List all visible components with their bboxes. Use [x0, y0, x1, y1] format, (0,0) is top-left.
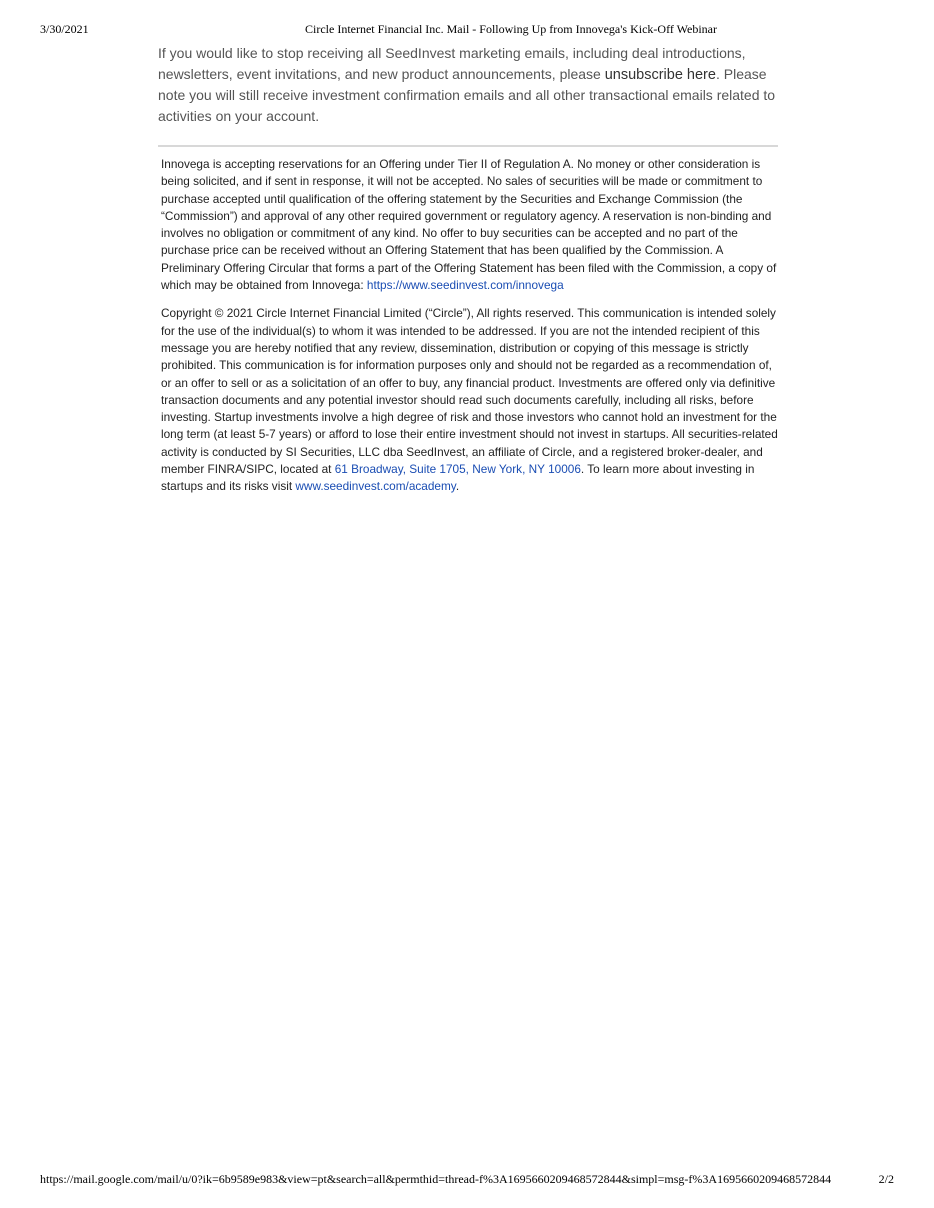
page-number: 2/2	[878, 1172, 894, 1186]
copyright-paragraph	[161, 305, 781, 495]
print-date: 3/30/2021	[40, 22, 89, 36]
academy-link[interactable]: www.seedinvest.com/academy	[295, 479, 456, 494]
closing-period: .	[455, 479, 460, 494]
divider	[158, 145, 778, 147]
innovega-offering-link[interactable]: https://www.seedinvest.com/innovega	[366, 278, 564, 293]
legal-disclaimer	[161, 156, 781, 507]
print-header	[40, 22, 894, 38]
copyright-text: Copyright © 2021 Circle Internet Financial Limited (“Circle”), All rights reserved. This communication is intended solely for the use of the individual(s) to whom it was intended to be addressed. If you are not the intended recipient of this message you are hereby notified that any review, dissemination, distribution or copying of this message is strictly prohibited. This communication is for information purposes only and should not be regarded as a recommendation of, or an offer to sell or as a solicitation of an offer to buy, any financial product. Investments are offered only via definitive transaction documents and any potential investor should read such documents carefully, including all risks, before investing. Startup investments involve a high degree of risk and those investors who cannot hold an investment for the long term (at least 5-7 years) or afford to lose their entire investment should not invest in startups. All securities-related activity is conducted by SI Securities, LLC dba SeedInvest, an affiliate of Circle, and a registered broker-dealer, and member FINRA/SIPC, located at	[161, 306, 778, 477]
unsubscribe-text-after: . Please note you will still receive investment confirmation emails and all other transactional emails related to activities on your account.	[158, 65, 776, 124]
address-link[interactable]: 61 Broadway, Suite 1705, New York, NY 10006	[334, 462, 581, 477]
unsubscribe-link[interactable]: unsubscribe here	[604, 66, 716, 83]
email-subject-title: Circle Internet Financial Inc. Mail - Following Up from Innovega's Kick-Off Webinar	[305, 22, 717, 36]
learn-more-text: . To learn more about investing in startups and its risks visit	[161, 462, 755, 494]
print-url: https://mail.google.com/mail/u/0?ik=6b9589e983&view=pt&search=all&permthid=thread-f%3A1695660209468572844&simpl=msg-f%3A1695660209468572844	[40, 1172, 832, 1186]
unsubscribe-text-before: If you would like to stop receiving all SeedInvest marketing emails, including deal introductions, newsletters, event invitations, and new product announcements, please	[158, 45, 746, 82]
reg-a-paragraph	[161, 156, 781, 294]
unsubscribe-notice	[158, 43, 778, 126]
reg-a-text: Innovega is accepting reservations for an Offering under Tier II of Regulation A. No money or other consideration is being solicited, and if sent in response, it will not be accepted. No sales of securities will be made or commitment to purchase accepted until qualification of the offering statement by the Securities and Exchange Commission (the “Commission”) and approval of any other required government or regulatory agency. A reservation is non-binding and involves no obligation or commitment of any kind. No offer to buy securities can be accepted and no part of the purchase price can be received without an Offering Statement that has been qualified by the Commission. A Preliminary Offering Circular that forms a part of the Offering Statement has been filed with the Commission, a copy of which may be obtained from Innovega:	[161, 157, 777, 293]
print-footer	[40, 1172, 894, 1188]
